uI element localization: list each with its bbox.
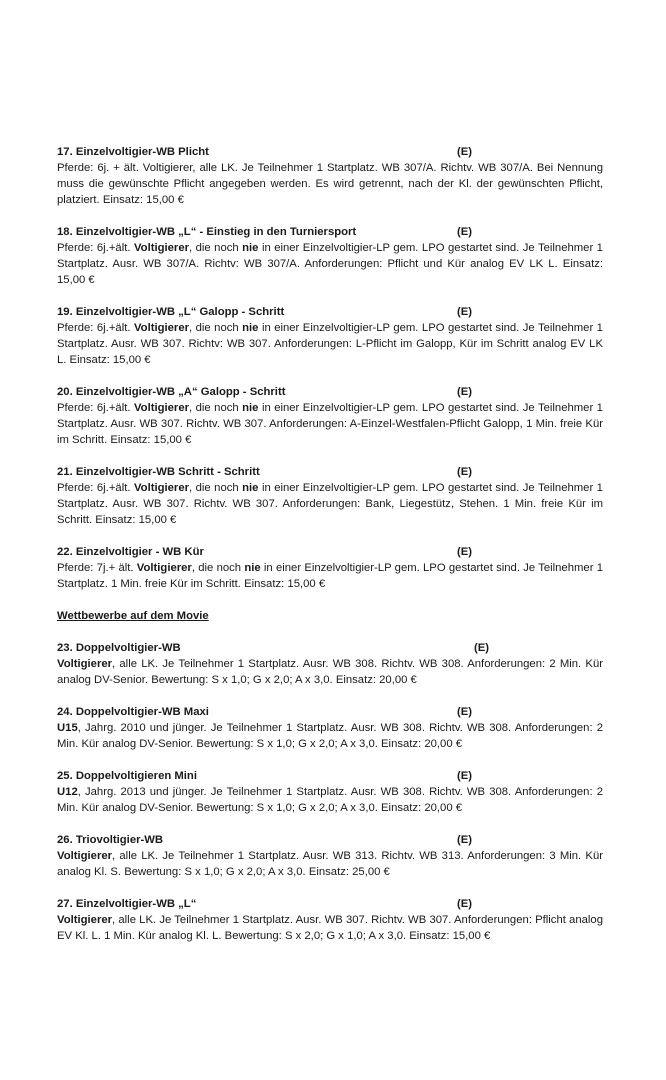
competition-description: Pferde: 6j. + ält. Voltigierer, alle LK. Je Teilnehmer 1 Startplatz. WB 307/A. Richtv. WB 307/A. Bei Nennung muss die gewünschte Pflicht angegeben werden. Es wird getrennt, nach der Kl. der gewünschten Pflicht, platziert. Einsatz: 15,00 € — [57, 162, 603, 206]
competition-code: (E) — [457, 466, 473, 478]
competition-description: Voltigierer, alle LK. Je Teilnehmer 1 Startplatz. Ausr. WB 307. Richtv. WB 307. Anforderungen: Pflicht analog EV Kl. L. 1 Min. Kür analog Kl. L. Bewertung: S x 2,0; G x 1,0; A x 3,0. Einsatz: 15,00 € — [57, 914, 603, 942]
competition-title: 22. Einzelvoltigier - WB Kür — [57, 546, 204, 558]
competition-description: Voltigierer, alle LK. Je Teilnehmer 1 Startplatz. Ausr. WB 308. Richtv. WB 308. Anforderungen: 2 Min. Kür analog DV-Senior. Bewertung: S x 1,0; G x 2,0; A x 3,0. Einsatz: 20,00 € — [57, 658, 603, 686]
competition-title: 27. Einzelvoltigier-WB „L“ — [57, 898, 197, 910]
competition-entry-21 — [57, 464, 603, 528]
competition-title: 26. Triovoltigier-WB — [57, 834, 164, 846]
competition-description: Pferde: 7j.+ ält. Voltigierer, die noch nie in einer Einzelvoltigier-LP gem. LPO gestartet sind. Je Teilnehmer 1 Startplatz. 1 Min. freie Kür im Schritt. Einsatz: 15,00 € — [57, 562, 603, 590]
competition-entry-19 — [57, 304, 603, 368]
competition-entry-20 — [57, 384, 603, 448]
competition-code: (E) — [457, 898, 473, 910]
competition-entry-18 — [57, 224, 603, 288]
competition-description: Pferde: 6j.+ält. Voltigierer, die noch nie in einer Einzelvoltigier-LP gem. LPO gestartet sind. Je Teilnehmer 1 Startplatz. Ausr. WB 307/A. Richtv: WB 307/A. Anforderungen: Pflicht und Kür analog EV LK L. Einsatz: 15,00 € — [57, 242, 603, 286]
competition-entry-27 — [57, 896, 603, 944]
competition-entry-26 — [57, 832, 603, 880]
competition-code: (E) — [457, 834, 473, 846]
competition-title: 18. Einzelvoltigier-WB „L“ - Einstieg in den Turniersport — [57, 226, 357, 238]
competition-code: (E) — [457, 386, 473, 398]
competition-title: 23. Doppelvoltigier-WB — [57, 642, 181, 654]
competition-title: 21. Einzelvoltigier-WB Schritt - Schritt — [57, 466, 260, 478]
competition-entry-17 — [57, 144, 603, 208]
competition-title: 19. Einzelvoltigier-WB „L“ Galopp - Schritt — [57, 306, 285, 318]
competition-code: (E) — [457, 546, 473, 558]
competition-code: (E) — [474, 642, 490, 654]
competition-description: Pferde: 6j.+ält. Voltigierer, die noch nie in einer Einzelvoltigier-LP gem. LPO gestartet sind. Je Teilnehmer 1 Startplatz. Ausr. WB 307. Richtv. WB 307. Anforderungen: A-Einzel-Westfalen-Pflicht Galopp, 1 Min. freie Kür im Schritt. Einsatz: 15,00 € — [57, 402, 603, 446]
document-page — [57, 144, 603, 960]
competition-description: U15, Jahrg. 2010 und jünger. Je Teilnehmer 1 Startplatz. Ausr. WB 308. Richtv. WB 308. Anforderungen: 2 Min. Kür analog DV-Senior. Bewertung: S x 1,0; G x 2,0; A x 3,0. Einsatz: 20,00 € — [57, 722, 603, 750]
competition-description: U12, Jahrg. 2013 und jünger. Je Teilnehmer 1 Startplatz. Ausr. WB 308. Richtv. WB 308. Anforderungen: 2 Min. Kür analog DV-Senior. Bewertung: S x 1,0; G x 2,0; A x 3,0. Einsatz: 20,00 € — [57, 786, 603, 814]
competition-entry-22 — [57, 544, 603, 592]
competition-code: (E) — [457, 226, 473, 238]
section-heading: Wettbewerbe auf dem Movie — [57, 610, 209, 622]
competition-title: 25. Doppelvoltigieren Mini — [57, 770, 197, 782]
competition-entry-23 — [57, 640, 603, 688]
competition-title: 17. Einzelvoltigier-WB Plicht — [57, 146, 209, 158]
competition-code: (E) — [457, 706, 473, 718]
competition-entry-24 — [57, 704, 603, 752]
competition-description: Pferde: 6j.+ält. Voltigierer, die noch nie in einer Einzelvoltigier-LP gem. LPO gestartet sind. Je Teilnehmer 1 Startplatz. Ausr. WB 307. Richtv. WB 307. Anforderungen: Bank, Liegestütz, Stehen. 1 Min. freie Kür im Schritt. Einsatz: 15,00 € — [57, 482, 603, 526]
competition-code: (E) — [457, 306, 473, 318]
competition-title: 24. Doppelvoltigier-WB Maxi — [57, 706, 209, 718]
competition-entry-25 — [57, 768, 603, 816]
competition-description: Voltigierer, alle LK. Je Teilnehmer 1 Startplatz. Ausr. WB 313. Richtv. WB 313. Anforderungen: 3 Min. Kür analog Kl. S. Bewertung: S x 1,0; G x 2,0; A x 3,0. Einsatz: 25,00 € — [57, 850, 603, 878]
competition-description: Pferde: 6j.+ält. Voltigierer, die noch nie in einer Einzelvoltigier-LP gem. LPO gestartet sind. Je Teilnehmer 1 Startplatz. Ausr. WB 307. Richtv: WB 307. Anforderungen: L-Pflicht im Galopp, Kür im Schritt analog EV LK L. Einsatz: 15,00 € — [57, 322, 603, 366]
competition-code: (E) — [457, 770, 473, 782]
competition-code: (E) — [457, 146, 473, 158]
competition-title: 20. Einzelvoltigier-WB „A“ Galopp - Schritt — [57, 386, 286, 398]
